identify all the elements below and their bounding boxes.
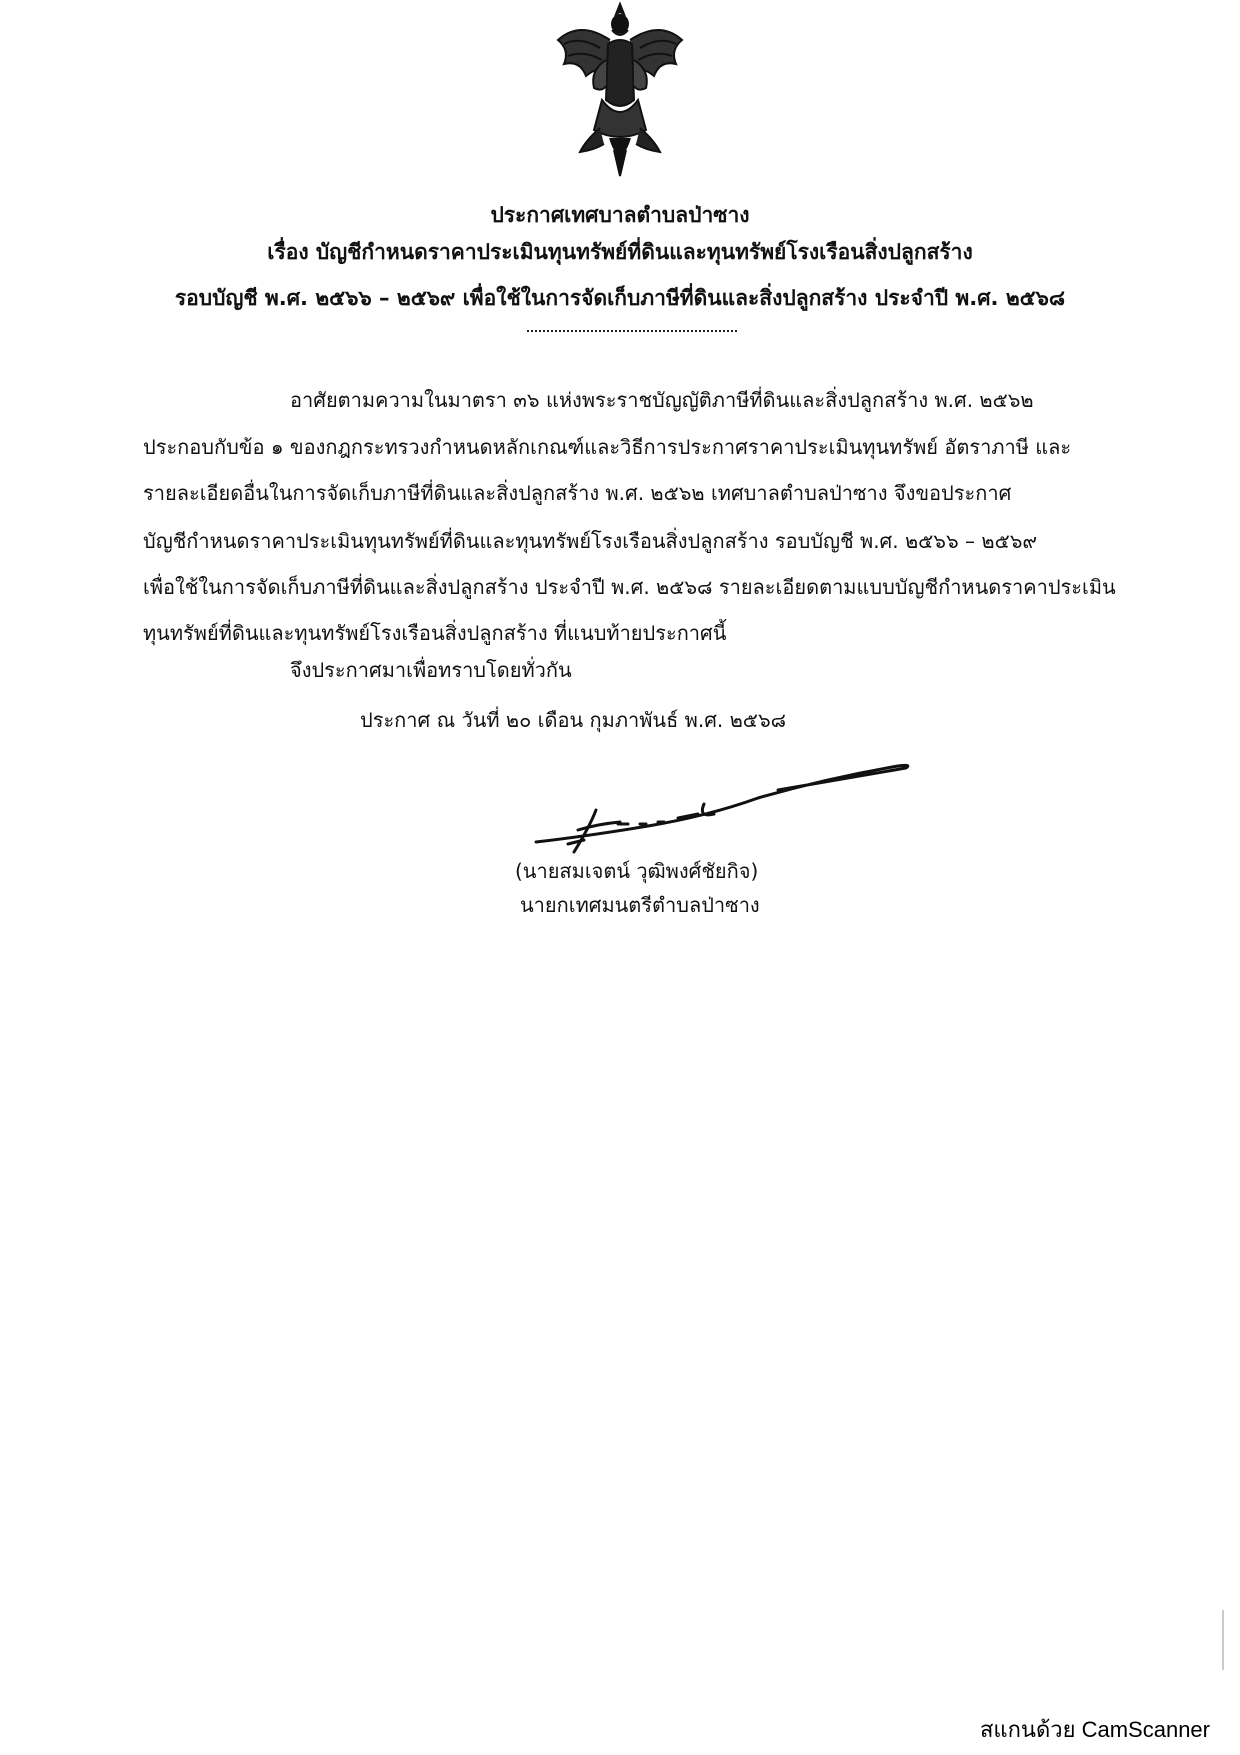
scan-edge-mark bbox=[1222, 1610, 1224, 1670]
signer-position: นายกเทศมนตรีตำบลป่าซาง bbox=[520, 893, 760, 917]
body-line: อาศัยตามความในมาตรา ๓๖ แห่งพระราชบัญญัติภาษีที่ดินและสิ่งปลูกสร้าง พ.ศ. ๒๕๖๒ bbox=[290, 388, 1034, 412]
signer-name: (นายสมเจตน์ วุฒิพงศ์ชัยกิจ) bbox=[515, 859, 759, 883]
announcement-subject-line2: รอบบัญชี พ.ศ. ๒๕๖๖ – ๒๕๖๙ เพื่อใช้ในการจัดเก็บภาษีที่ดินและสิ่งปลูกสร้าง ประจำปี พ.ศ. ๒๕๖๘ bbox=[174, 286, 1066, 310]
announcement-date: ประกาศ ณ วันที่ ๒๐ เดือน กุมภาพันธ์ พ.ศ. ๒๕๖๘ bbox=[360, 708, 787, 732]
body-line: เพื่อใช้ในการจัดเก็บภาษีที่ดินและสิ่งปลูกสร้าง ประจำปี พ.ศ. ๒๕๖๘ รายละเอียดตามแบบบัญชีกำหนดราคาประเมิน bbox=[143, 575, 1116, 599]
body-line: รายละเอียดอื่นในการจัดเก็บภาษีที่ดินและสิ่งปลูกสร้าง พ.ศ. ๒๕๖๒ เทศบาลตำบลป่าซาง จึงขอประกาศ bbox=[143, 481, 1012, 505]
body-line: ประกอบกับข้อ ๑ ของกฎกระทรวงกำหนดหลักเกณฑ์และวิธีการประกาศราคาประเมินทุนทรัพย์ อัตราภาษี และ bbox=[143, 435, 1072, 459]
closing-statement: จึงประกาศมาเพื่อทราบโดยทั่วกัน bbox=[290, 658, 572, 682]
announcement-title: ประกาศเทศบาลตำบลป่าซาง bbox=[490, 203, 750, 227]
announcement-subject: เรื่อง บัญชีกำหนดราคาประเมินทุนทรัพย์ที่ดินและทุนทรัพย์โรงเรือนสิ่งปลูกสร้าง bbox=[267, 240, 973, 264]
body-line: ทุนทรัพย์ที่ดินและทุนทรัพย์โรงเรือนสิ่งปลูกสร้าง ที่แนบท้ายประกาศนี้ bbox=[143, 621, 727, 645]
signature-icon bbox=[528, 760, 918, 860]
garuda-emblem-icon bbox=[550, 0, 690, 178]
scanner-watermark: สแกนด้วย CamScanner bbox=[979, 1717, 1210, 1742]
body-line: บัญชีกำหนดราคาประเมินทุนทรัพย์ที่ดินและทุนทรัพย์โรงเรือนสิ่งปลูกสร้าง รอบบัญชี พ.ศ. ๒๕๖๖ – ๒๕๖๙ bbox=[143, 529, 1038, 553]
dotted-divider bbox=[527, 330, 737, 332]
